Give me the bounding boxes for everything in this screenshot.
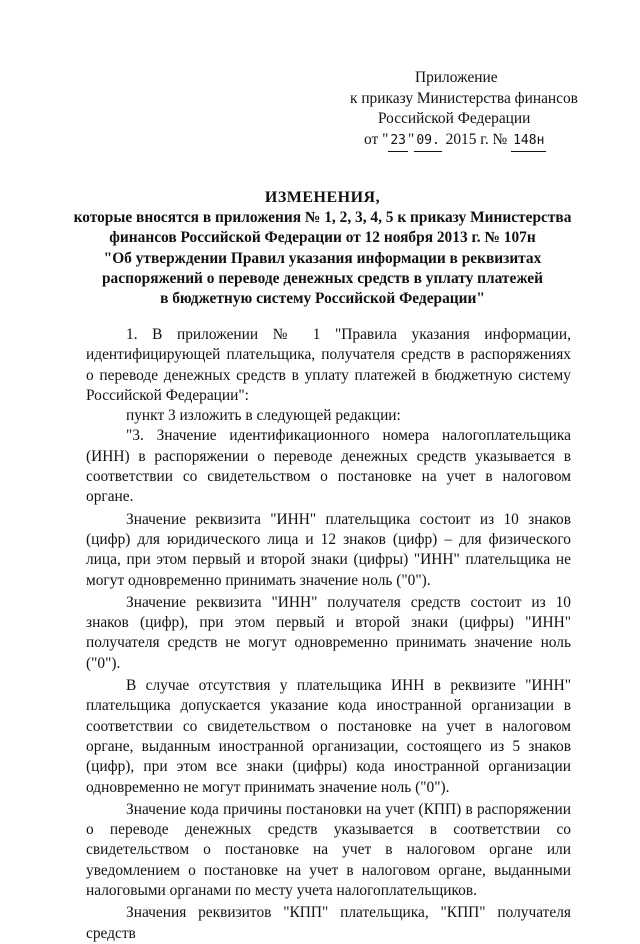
paragraph: Значение реквизита "ИНН" получателя средств состоит из 10 знаков (цифр), при этом первый и второй знаки (цифры) "ИНН" получателя средств не могут одновременно принимать значение ноль ("0"). (86, 593, 571, 672)
title-line: финансов Российской Федерации от 12 ноября 2013 г. № 107н (109, 229, 536, 247)
paragraph: Значения реквизитов "КПП" плательщика, "КПП" получателя средств (86, 904, 571, 942)
appendix-order-ref: к приказу Министерства финансов (350, 89, 578, 107)
title-heading: ИЗМЕНЕНИЯ, (264, 189, 381, 206)
appendix-header (350, 68, 590, 152)
date-prefix: от " (364, 130, 389, 148)
title-line: которые вносятся в приложения № 1, 2, 3, 4, 5 к приказу Министерства (73, 209, 572, 227)
date-year: 2015 г. № (445, 130, 508, 148)
date-day-handwritten: 23 (388, 131, 408, 153)
paragraph: Значение реквизита "ИНН" плательщика состоит из 10 знаков (цифр) для юридического лица и 12 знаков (цифр) – для физического лица, при этом первый и второй знаки (цифры) "ИНН" плательщика не могут одновременно принимать значение ноль ("0"). (86, 510, 571, 589)
appendix-label: Приложение (415, 69, 498, 86)
document-title (70, 188, 575, 309)
paragraph: пункт 3 изложить в следующей редакции: (126, 407, 401, 425)
paragraph: "3. Значение идентификационного номера налогоплательщика (ИНН) в распоряжении о переводе денежных средств указывается в соответствии со свидетельством о постановке на учет в налоговом органе. (86, 427, 571, 506)
appendix-date-line (350, 130, 590, 153)
title-line: распоряжений о переводе денежных средств в уплату платежей (102, 269, 543, 287)
title-line: в бюджетную систему Российской Федерации" (160, 290, 485, 308)
paragraph: 1. В приложении № 1 "Правила указания информации, идентифицирующей плательщика, получателя средств в распоряжениях о переводе денежных средств в уплату платежей в бюджетную систему Российской Федерации": (86, 326, 571, 404)
date-quote: " (408, 130, 415, 148)
document-body (86, 325, 571, 944)
title-line: "Об утверждении Правил указания информации в реквизитах (103, 249, 542, 267)
appendix-ministry: Российской Федерации (378, 110, 531, 127)
date-month-handwritten: 09. (414, 131, 441, 153)
paragraph: В случае отсутствия у плательщика ИНН в реквизите "ИНН" плательщика допускается указание кода иностранной организации в соответствии со свидетельством о постановке на учет в налоговом органе, выданным иностранной организации, состоящего из 5 знаков (цифр), при этом все знаки (цифры) кода иностранной организации одновременно не могут принимать значение ноль ("0"). (86, 677, 571, 796)
paragraph: Значение кода причины постановки на учет (КПП) в распоряжении о переводе денежных средств указывается в соответствии со свидетельством о постановке на учет в налоговом органе или уведомлением о постановке на учет в налоговом органе, выданными налоговыми органами по месту учета налогоплательщиков. (86, 800, 571, 900)
order-number-handwritten: 148н (511, 131, 546, 153)
